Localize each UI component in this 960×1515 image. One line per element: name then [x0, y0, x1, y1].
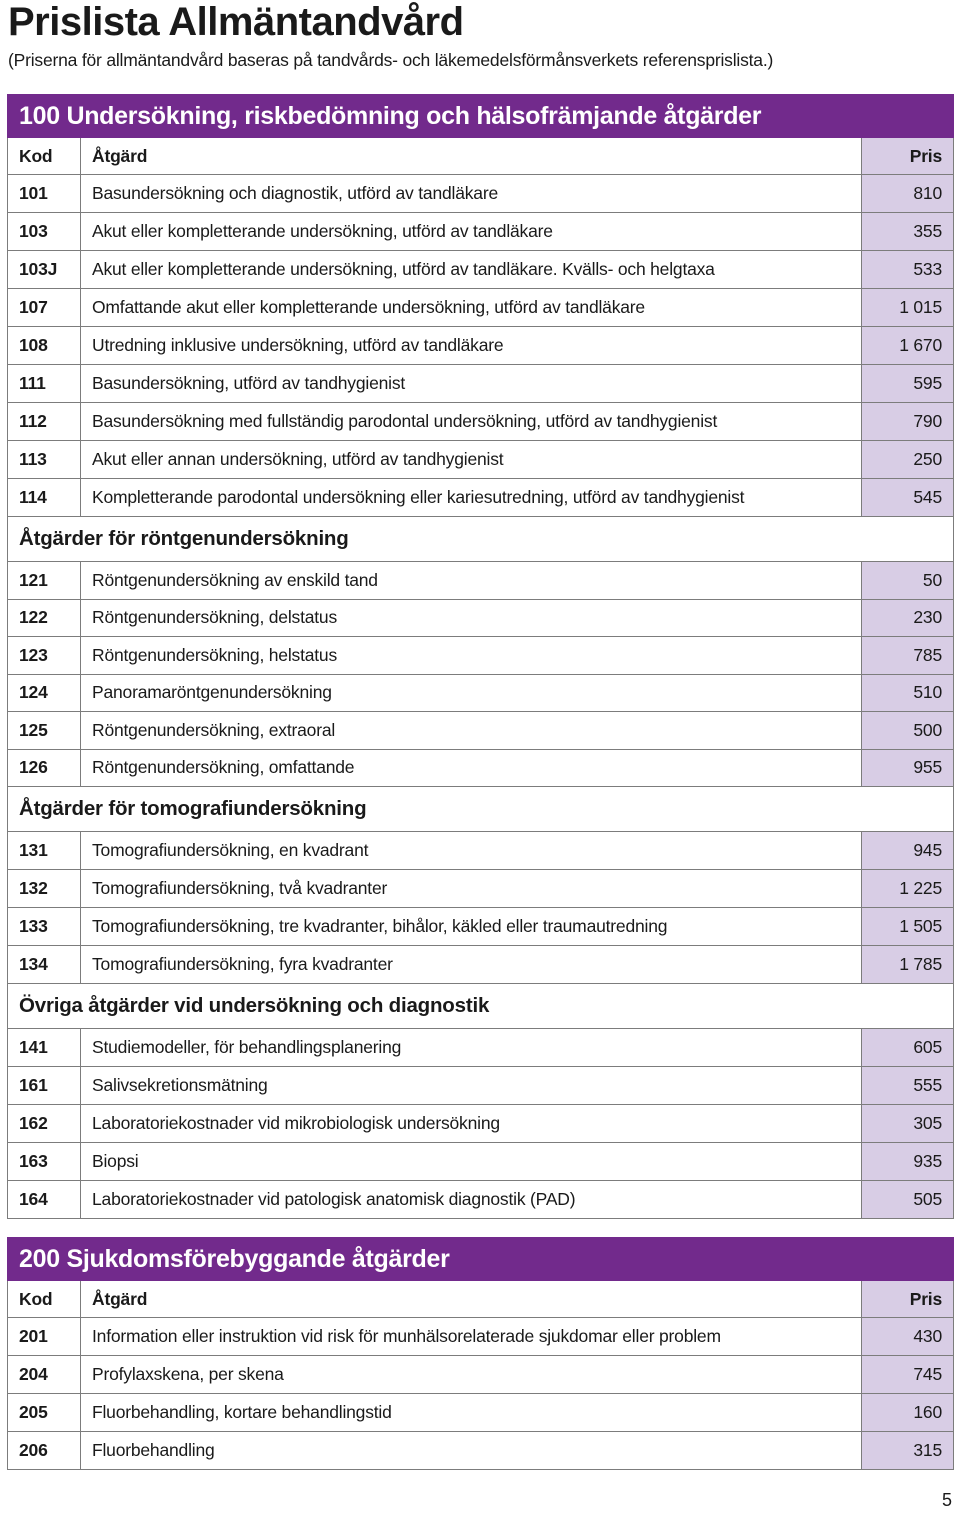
- row-code: 101: [8, 175, 81, 213]
- table-row: [8, 441, 954, 479]
- table-row: [8, 1394, 954, 1432]
- table-row: [8, 1105, 954, 1143]
- row-price: 785: [861, 637, 953, 675]
- row-description: Röntgenundersökning, extraoral: [81, 712, 862, 750]
- row-code: 131: [8, 832, 81, 870]
- row-price: 50: [861, 562, 953, 600]
- table-row: [8, 175, 954, 213]
- subsection-heading: Åtgärder för röntgenundersökning: [8, 517, 954, 562]
- row-description: Studiemodeller, för behandlingsplanering: [81, 1029, 862, 1067]
- row-code: 163: [8, 1143, 81, 1181]
- column-header-action: Åtgärd: [81, 138, 862, 175]
- table-row: [8, 1067, 954, 1105]
- row-price: 1 785: [861, 946, 953, 984]
- row-code: 132: [8, 870, 81, 908]
- row-description: Information eller instruktion vid risk för munhälsorelaterade sjukdomar eller problem: [81, 1318, 862, 1356]
- column-header-row: [8, 1281, 954, 1318]
- row-code: 114: [8, 479, 81, 517]
- table-row: [8, 403, 954, 441]
- row-price: 500: [861, 712, 953, 750]
- row-price: 505: [861, 1181, 953, 1219]
- row-code: 133: [8, 908, 81, 946]
- row-code: 204: [8, 1356, 81, 1394]
- row-code: 122: [8, 599, 81, 637]
- table-row: [8, 674, 954, 712]
- table-row: [8, 832, 954, 870]
- table-row: [8, 599, 954, 637]
- column-header-row: [8, 138, 954, 175]
- table-row: [8, 946, 954, 984]
- table-row: [8, 712, 954, 750]
- page-subtitle: (Priserna för allmäntandvård baseras på tandvårds- och läkemedelsförmånsverkets referensprislista.): [8, 50, 774, 70]
- row-price: 160: [862, 1394, 954, 1432]
- table-row: [8, 327, 954, 365]
- column-header-action: Åtgärd: [81, 1281, 862, 1318]
- row-description: Tomografiundersökning, två kvadranter: [81, 870, 862, 908]
- row-description: Tomografiundersökning, fyra kvadranter: [81, 946, 862, 984]
- row-description: Röntgenundersökning, omfattande: [81, 749, 862, 787]
- subsection-heading: Övriga åtgärder vid undersökning och diagnostik: [8, 984, 954, 1029]
- row-price: 250: [861, 441, 953, 479]
- row-price: 305: [861, 1105, 953, 1143]
- row-code: 125: [8, 712, 81, 750]
- table-row: [8, 365, 954, 403]
- section-heading: 200 Sjukdomsförebyggande åtgärder: [8, 1238, 954, 1281]
- row-code: 111: [8, 365, 81, 403]
- row-price: 555: [861, 1067, 953, 1105]
- row-description: Akut eller annan undersökning, utförd av tandhygienist: [81, 441, 862, 479]
- row-code: 113: [8, 441, 81, 479]
- row-code: 161: [8, 1067, 81, 1105]
- row-description: Utredning inklusive undersökning, utförd av tandläkare: [81, 327, 862, 365]
- row-code: 103: [8, 213, 81, 251]
- row-price: 545: [861, 479, 953, 517]
- row-description: Salivsekretionsmätning: [81, 1067, 862, 1105]
- table-row: [8, 1356, 954, 1394]
- row-description: Laboratoriekostnader vid patologisk anatomisk diagnostik (PAD): [81, 1181, 862, 1219]
- row-description: Panoramaröntgenundersökning: [81, 674, 862, 712]
- row-price: 1 505: [861, 908, 953, 946]
- row-price: 1 225: [861, 870, 953, 908]
- row-price: 430: [862, 1318, 954, 1356]
- page-title: Prislista Allmäntandvård: [8, 0, 464, 44]
- table-row: [8, 251, 954, 289]
- table-row: [8, 289, 954, 327]
- table-row: [8, 479, 954, 517]
- row-price: 935: [861, 1143, 953, 1181]
- row-description: Basundersökning och diagnostik, utförd av tandläkare: [81, 175, 862, 213]
- row-description: Fluorbehandling: [81, 1432, 862, 1470]
- row-description: Tomografiundersökning, tre kvadranter, bihålor, käkled eller traumautredning: [81, 908, 862, 946]
- row-description: Akut eller kompletterande undersökning, utförd av tandläkare. Kvälls- och helgtaxa: [81, 251, 862, 289]
- row-price: 955: [861, 749, 953, 787]
- row-code: 162: [8, 1105, 81, 1143]
- table-row: [8, 870, 954, 908]
- row-description: Laboratoriekostnader vid mikrobiologisk undersökning: [81, 1105, 862, 1143]
- subsection-heading: Åtgärder för tomografiundersökning: [8, 787, 954, 832]
- subsection-header: [8, 984, 954, 1029]
- row-description: Röntgenundersökning, delstatus: [81, 599, 862, 637]
- row-price: 315: [862, 1432, 954, 1470]
- row-code: 206: [8, 1432, 81, 1470]
- column-header-price: Pris: [862, 1281, 954, 1318]
- table-row: [8, 1029, 954, 1067]
- column-header-code: Kod: [8, 138, 81, 175]
- column-header-price: Pris: [861, 138, 953, 175]
- row-description: Kompletterande parodontal undersökning eller kariesutredning, utförd av tandhygienist: [81, 479, 862, 517]
- row-code: 103J: [8, 251, 81, 289]
- row-code: 126: [8, 749, 81, 787]
- row-price: 605: [861, 1029, 953, 1067]
- price-table-section-100: [7, 94, 954, 1219]
- row-code: 134: [8, 946, 81, 984]
- row-price: 510: [861, 674, 953, 712]
- row-code: 201: [8, 1318, 81, 1356]
- row-description: Tomografiundersökning, en kvadrant: [81, 832, 862, 870]
- row-description: Omfattande akut eller kompletterande undersökning, utförd av tandläkare: [81, 289, 862, 327]
- row-code: 205: [8, 1394, 81, 1432]
- section-header: [8, 95, 954, 138]
- table-row: [8, 562, 954, 600]
- subsection-header: [8, 517, 954, 562]
- row-code: 107: [8, 289, 81, 327]
- subsection-header: [8, 787, 954, 832]
- table-row: [8, 1432, 954, 1470]
- row-code: 164: [8, 1181, 81, 1219]
- row-description: Röntgenundersökning av enskild tand: [81, 562, 862, 600]
- row-code: 123: [8, 637, 81, 675]
- row-price: 355: [861, 213, 953, 251]
- table-row: [8, 1181, 954, 1219]
- row-description: Röntgenundersökning, helstatus: [81, 637, 862, 675]
- column-header-code: Kod: [8, 1281, 81, 1318]
- row-price: 1 015: [861, 289, 953, 327]
- row-description: Basundersökning, utförd av tandhygienist: [81, 365, 862, 403]
- row-description: Biopsi: [81, 1143, 862, 1181]
- row-price: 1 670: [861, 327, 953, 365]
- row-price: 230: [861, 599, 953, 637]
- row-price: 745: [862, 1356, 954, 1394]
- table-row: [8, 749, 954, 787]
- row-description: Fluorbehandling, kortare behandlingstid: [81, 1394, 862, 1432]
- table-row: [8, 637, 954, 675]
- row-price: 595: [861, 365, 953, 403]
- table-row: [8, 908, 954, 946]
- price-table-section-200: [7, 1237, 954, 1470]
- section-heading: 100 Undersökning, riskbedömning och hälsofrämjande åtgärder: [8, 95, 954, 138]
- table-row: [8, 213, 954, 251]
- row-code: 124: [8, 674, 81, 712]
- row-code: 112: [8, 403, 81, 441]
- section-header: [8, 1238, 954, 1281]
- row-price: 533: [861, 251, 953, 289]
- row-price: 790: [861, 403, 953, 441]
- row-code: 121: [8, 562, 81, 600]
- table-row: [8, 1318, 954, 1356]
- row-price: 810: [861, 175, 953, 213]
- row-description: Basundersökning med fullständig parodontal undersökning, utförd av tandhygienist: [81, 403, 862, 441]
- row-price: 945: [861, 832, 953, 870]
- page-number: 5: [941, 1490, 952, 1510]
- row-description: Profylaxskena, per skena: [81, 1356, 862, 1394]
- row-description: Akut eller kompletterande undersökning, utförd av tandläkare: [81, 213, 862, 251]
- table-row: [8, 1143, 954, 1181]
- row-code: 141: [8, 1029, 81, 1067]
- row-code: 108: [8, 327, 81, 365]
